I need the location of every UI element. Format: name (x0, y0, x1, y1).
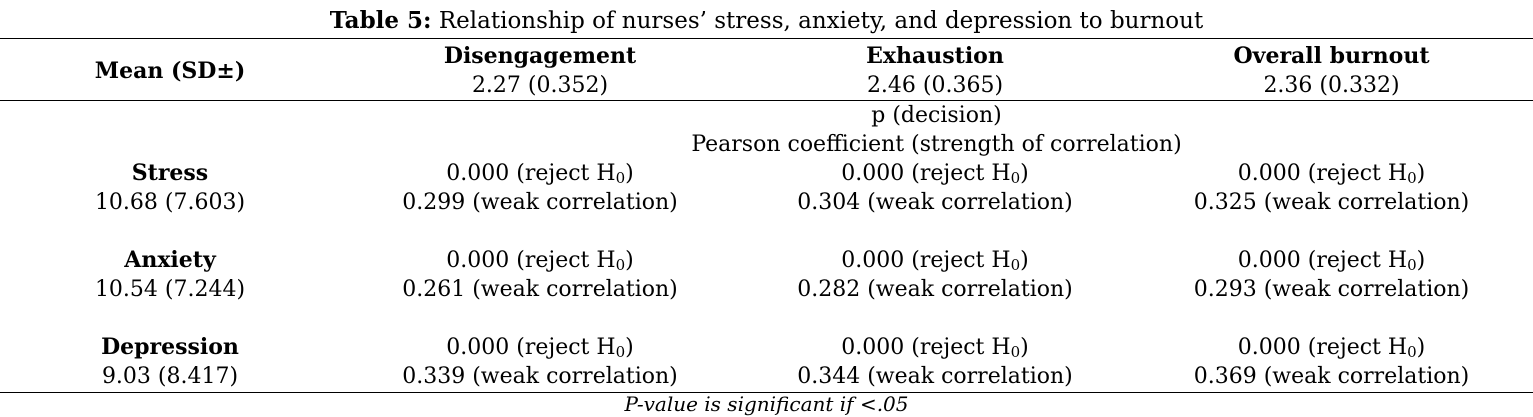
p-value-cell: 0.000 (reject $H_0$) (1237, 248, 1426, 274)
pearson-cell: 0.369 (weak correlation) (1193, 364, 1470, 389)
column-header-disengagement: Disengagement (443, 43, 637, 69)
pearson-cell: 0.304 (weak correlation) (797, 190, 1073, 215)
row-mean-depression: 9.03 (8.417) (101, 364, 239, 389)
p-value-cell: 0.000 (reject $H_0$) (446, 161, 634, 187)
subheader-pearson: Pearson coefficient (strength of correlation) (691, 132, 1182, 157)
pearson-cell: 0.344 (weak correlation) (797, 364, 1073, 389)
column-mean-disengagement: 2.27 (0.352) (471, 73, 609, 98)
p-value-cell: 0.000 (reject $H_0$) (446, 335, 634, 361)
p-value-cell: 0.000 (reject $H_0$) (841, 161, 1029, 187)
caption-label: Table 5: (329, 7, 432, 34)
pearson-cell: 0.282 (weak correlation) (797, 277, 1073, 302)
column-mean-exhaustion: 2.46 (0.365) (866, 73, 1004, 98)
row-mean-stress: 10.68 (7.603) (94, 190, 246, 215)
pearson-cell: 0.299 (weak correlation) (402, 190, 678, 215)
column-mean-overall-burnout: 2.36 (0.332) (1263, 73, 1400, 98)
table-caption (0, 6, 1533, 36)
pearson-cell: 0.293 (weak correlation) (1193, 277, 1470, 302)
header-row-label: Mean (SD±) (94, 58, 246, 84)
p-value-cell: 0.000 (reject $H_0$) (446, 248, 634, 274)
pearson-cell: 0.261 (weak correlation) (402, 277, 678, 302)
row-mean-anxiety: 10.54 (7.244) (94, 277, 246, 302)
column-header-overall-burnout: Overall burnout (1233, 43, 1430, 69)
row-label-anxiety: Anxiety (124, 247, 216, 273)
p-value-cell: 0.000 (reject $H_0$) (841, 335, 1029, 361)
caption-text: Relationship of nurses’ stress, anxiety, and depression to burnout (438, 8, 1204, 34)
pearson-cell: 0.339 (weak correlation) (402, 364, 678, 389)
p-value-cell: 0.000 (reject $H_0$) (1237, 161, 1426, 187)
subheader-p-decision: p (decision) (871, 103, 1002, 128)
p-value-cell: 0.000 (reject $H_0$) (1237, 335, 1426, 361)
pearson-cell: 0.325 (weak correlation) (1193, 190, 1470, 215)
column-header-exhaustion: Exhaustion (866, 43, 1004, 69)
p-value-cell: 0.000 (reject $H_0$) (841, 248, 1029, 274)
row-label-stress: Stress (131, 160, 209, 186)
row-label-depression: Depression (101, 334, 239, 360)
table-footnote: P-value is significant if <.05 (624, 392, 909, 416)
top-rule (0, 38, 1533, 39)
